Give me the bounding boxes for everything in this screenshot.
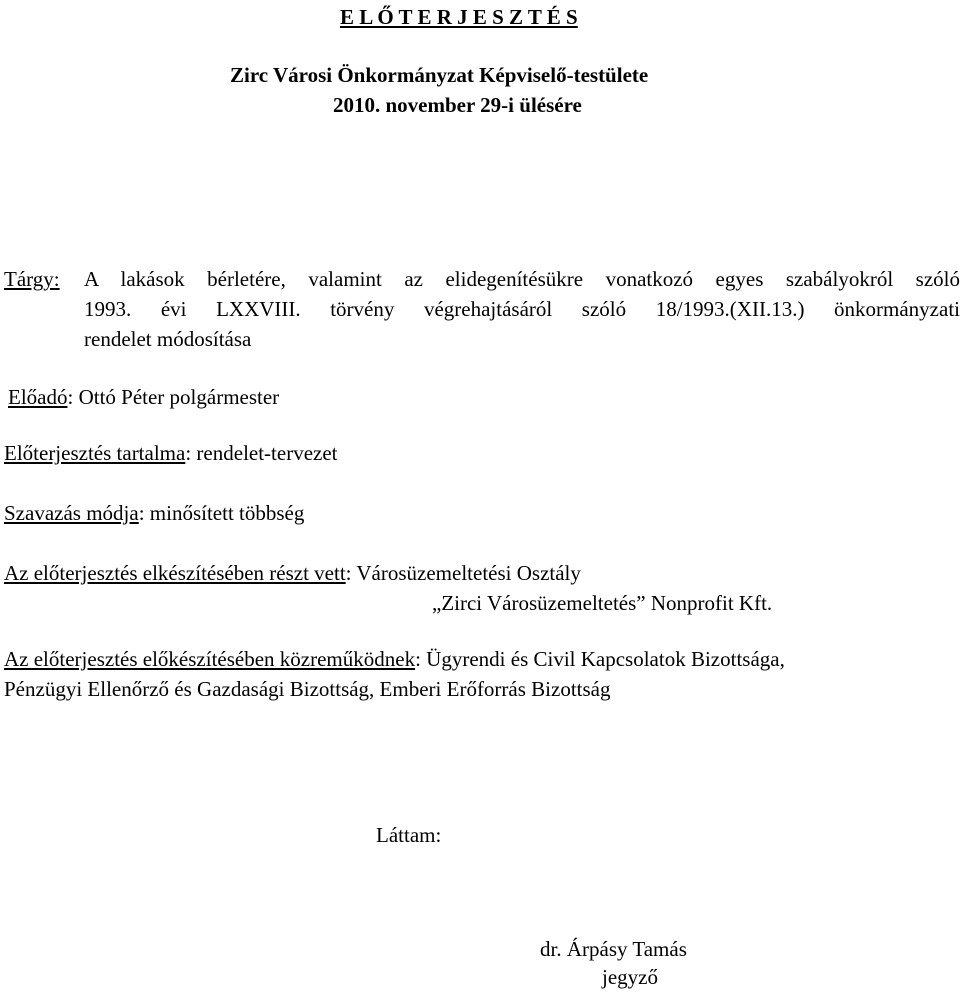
content-value: : rendelet-tervezet bbox=[185, 441, 338, 465]
prepared-by-value: : Városüzemeltetési Osztály bbox=[345, 561, 581, 585]
voting-label: Szavazás módja bbox=[4, 501, 139, 525]
cooperation-value: : Ügyrendi és Civil Kapcsolatok Bizottsága, bbox=[415, 647, 785, 671]
presenter-label: Előadó bbox=[8, 385, 68, 409]
cooperation-row bbox=[4, 646, 785, 672]
meeting-date: 2010. november 29-i ülésére bbox=[333, 93, 582, 117]
council-name: Zirc Városi Önkormányzat Képviselő-testülete bbox=[230, 63, 649, 87]
document-title: E L Ő T E R J E S Z T É S bbox=[340, 5, 578, 29]
subject-line-3: rendelet módosítása bbox=[84, 327, 252, 351]
signer-name: dr. Árpásy Tamás bbox=[540, 937, 687, 961]
prepared-by-label: Az előterjesztés elkészítésében részt vett bbox=[4, 561, 346, 585]
seen-label: Láttam: bbox=[376, 823, 442, 847]
cooperation-line-2: Pénzügyi Ellenőrző és Gazdasági Bizottság, Emberi Erőforrás Bizottság bbox=[4, 677, 611, 701]
presenter-value: : Ottó Péter polgármester bbox=[67, 385, 280, 409]
prepared-by-value-2: „Zirci Városüzemeltetés” Nonprofit Kft. bbox=[432, 591, 773, 615]
content-row bbox=[4, 440, 338, 466]
subject-line-1: A lakások bérletére, valamint az elidegenítésükre vonatkozó egyes szabályokról szóló bbox=[84, 267, 960, 291]
subject-line-2: 1993. évi LXXVIII. törvény végrehajtásáról szóló 18/1993.(XII.13.) önkormányzati bbox=[84, 297, 960, 321]
signer-title: jegyző bbox=[602, 965, 658, 989]
cooperation-label: Az előterjesztés előkészítésében közreműködnek bbox=[4, 647, 416, 671]
presenter-row bbox=[8, 384, 279, 410]
subject-label: Tárgy: bbox=[4, 267, 60, 291]
voting-value: : minősített többség bbox=[138, 501, 305, 525]
content-label: Előterjesztés tartalma bbox=[4, 441, 186, 465]
voting-row bbox=[4, 500, 304, 526]
prepared-by-row bbox=[4, 560, 581, 586]
